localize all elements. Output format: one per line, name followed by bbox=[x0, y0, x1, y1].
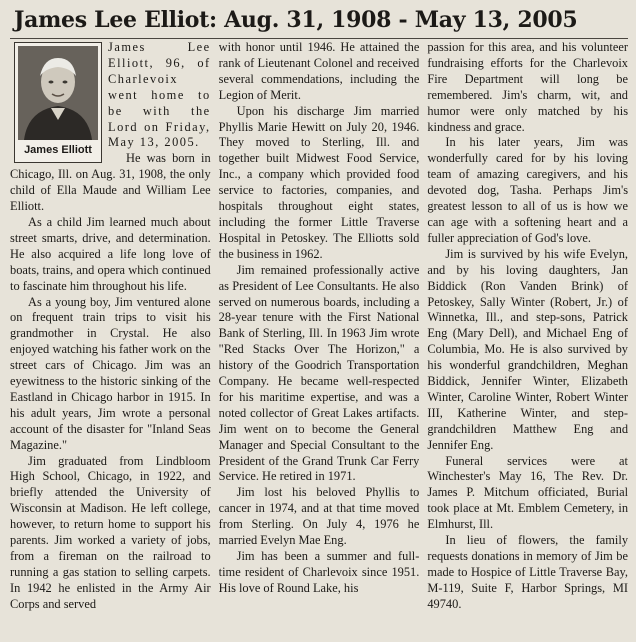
paragraph: Funeral services were at Winchester's May 16, The Rev. Dr. James P. Mitchum officiated, Burial took place at Mt. Emblem Cemetery, in Elmhurst, Ill. bbox=[427, 453, 629, 532]
portrait-image bbox=[18, 46, 98, 140]
column-1 bbox=[10, 40, 211, 642]
photo-caption: James Elliott bbox=[24, 144, 92, 156]
paragraph: James Lee Elliott, 96, of Charlevoix went home to be with the Lord on Friday, May 13, 2005. bbox=[108, 40, 211, 150]
headline: James Lee Elliot: Aug. 31, 1908 - May 13, 2005 bbox=[14, 7, 578, 33]
paragraph: Jim remained professionally active as President of Lee Consultants. He also served on numerous boards, including a 28-year tenure with the First National Bank of Sterling, Ill. In 1963 Jim wrote "Red Stacks Over The Horizon," a history of the Goodrich Transportation Company. He became well-respected for his maritime expertise, and was a noted collector of Great Lakes artifacts. Jim went on to become the General Manager and Special Consultant to the President of the Grand Trunk Car Ferry Service. He retired in 1971. bbox=[218, 262, 420, 484]
headline-rule bbox=[10, 38, 628, 39]
paragraph: In lieu of flowers, the family requests donations in memory of Jim be made to Hospice of Little Traverse Bay, M-119, Suite F, Harbor Springs, MI 49740. bbox=[427, 533, 629, 611]
column-2 bbox=[219, 40, 420, 642]
paragraph: passion for this area, and his volunteer fundraising efforts for the Charlevoix Fire Department will long be remembered. Jim's charm, wit, and humor were only matched by his kindness and grace. bbox=[427, 40, 629, 134]
paragraph: In his later years, Jim was wonderfully cared for by his loving team of amazing caregivers, and his devoted dog, Tasha. Perhaps Jim's greatest lesson to all of us is how we can age with a softening heart and a fuller appreciation of God's love. bbox=[427, 135, 629, 245]
article-body bbox=[10, 40, 628, 642]
paragraph: Jim lost his beloved Phyllis to cancer in 1974, and at that time moved from Sterling. On July 4, 1976 he married Evelyn Mae Eng. bbox=[218, 485, 420, 548]
paragraph: with honor until 1946. He attained the rank of Lieutenant Colonel and received several commendations, including the Legion of Merit. bbox=[218, 40, 420, 102]
paragraph: He was born in Chicago, Ill. on Aug. 31, 1908, the only child of Ella Maude and William Lee Elliott. bbox=[10, 151, 211, 214]
paragraph: Jim has been a summer and full-time resident of Charlevoix since 1951. His love of Round Lake, his bbox=[218, 549, 420, 595]
paragraph: Jim graduated from Lindbloom High School, Chicago, in 1922, and briefly attended the University of Wisconsin at Madison. He left college, however, to return home to support his parents. Jim worked a variety of jobs, from a fireman on the railroad to running a gas station to selling carpets. In 1942 he enlisted in the Army Air Corps and served bbox=[10, 453, 211, 611]
paragraph: Upon his discharge Jim married Phyllis Marie Hewitt on July 20, 1946. They moved to Sterling, Ill. and together built Midwest Food Service, Inc., a company which provided food service to factories, companies, and hospitals throughout eight states, including the former Little Traverse Hospital in Petoskey. The Elliotts sold the business in 1962. bbox=[218, 103, 420, 261]
column-3 bbox=[427, 40, 628, 642]
paragraph: As a child Jim learned much about street smarts, drive, and determination. He also acquired a life long love of boats, trains, and opera which continued to fascinate him throughout his life. bbox=[10, 214, 211, 293]
paragraph: As a young boy, Jim ventured alone on frequent train trips to visit his grandmother in Crystal. He also enjoyed watching his father work on the street cars of Chicago. Jim was an eyewitness to the historic sinking of the Eastland in Chicago harbor in 1915. In his adult years, Jim wrote a personal account of the disaster for "Inland Seas Magazine." bbox=[10, 294, 211, 452]
paragraph: Jim is survived by his wife Evelyn, and by his loving daughters, Jan Biddick (Ron Vanden Brink) of Petoskey, Sally Winter (Robert, Jr.) of Winnetka, Ill., and step-sons, Patrick Eng (Mary Dell), and Michael Eng of Columbia, Mo. He is also survived by his wonderful grandchildren, Meghan Biddick, Jennifer Winter, Elizabeth Winter, Caroline Winter, Robert Winter III, Katherine Winter, and step-grandchildren Matthew Eng and Jennifer Eng. bbox=[427, 246, 629, 452]
portrait-photo bbox=[14, 42, 102, 163]
